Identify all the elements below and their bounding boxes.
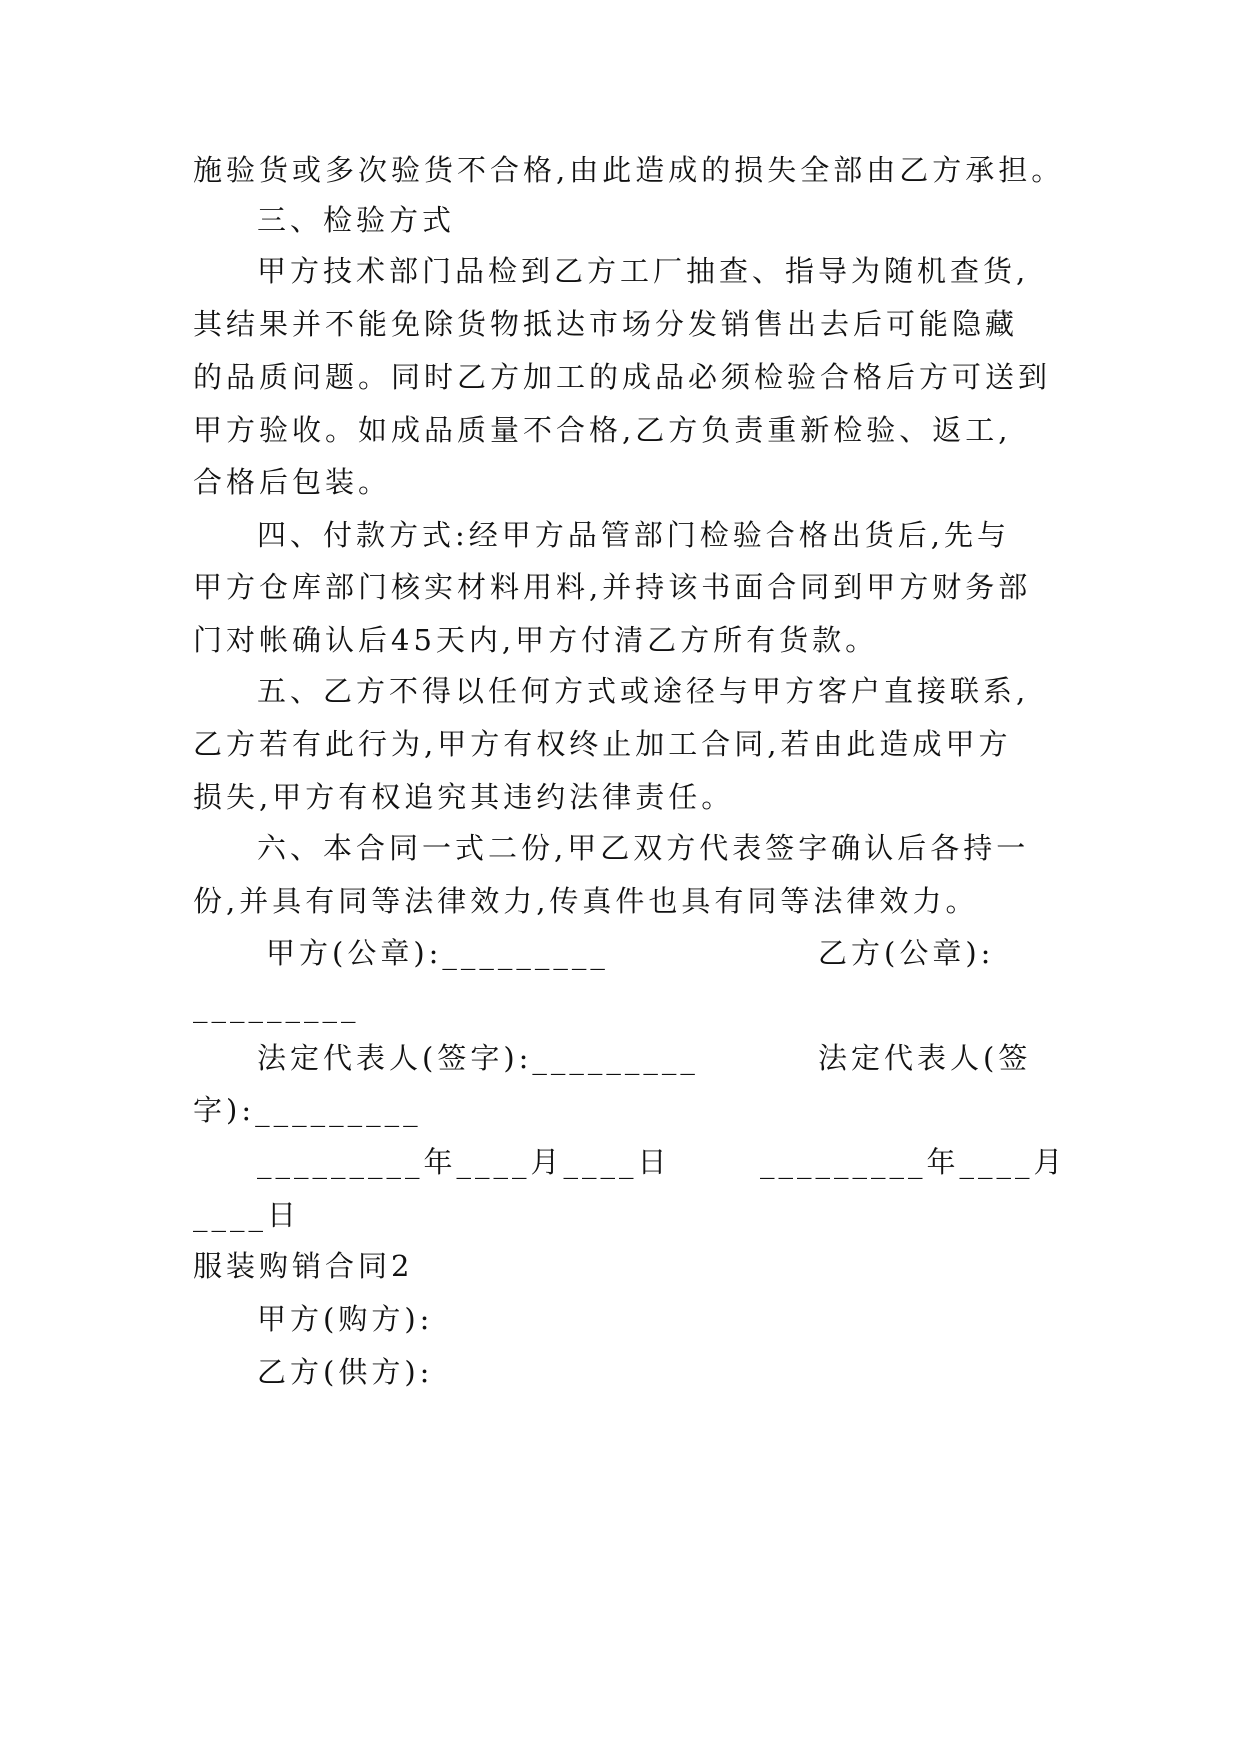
paragraph-line: 份,并具有同等法律效力,传真件也具有同等法律效力。 [193, 884, 979, 918]
party-b-representative-cont: 字):_________ [193, 1093, 422, 1127]
paragraph-line: 甲方仓库部门核实材料用料,并持该书面合同到甲方财务部 [193, 570, 1032, 604]
paragraph-line: 甲方验收。如成品质量不合格,乙方负责重新检验、返工, [193, 413, 1012, 447]
section-heading-contact: 五、乙方不得以任何方式或途径与甲方客户直接联系, [257, 674, 1030, 708]
paragraph-line: 门对帐确认后45天内,甲方付清乙方所有货款。 [193, 623, 879, 657]
contract-2-title: 服装购销合同2 [193, 1249, 414, 1283]
paragraph-line: 其结果并不能免除货物抵达市场分发销售出去后可能隐藏 [193, 307, 1019, 341]
section-heading-payment: 四、付款方式:经甲方品管部门检验合格出货后,先与 [257, 518, 1010, 552]
paragraph-line: 的品质问题。同时乙方加工的成品必须检验合格后方可送到 [193, 360, 1052, 394]
party-b-date: _________年____月 [760, 1145, 1067, 1179]
party-b-seal: 乙方(公章): [818, 936, 995, 970]
paragraph-line: 损失,甲方有权追究其违约法律责任。 [193, 780, 735, 814]
section-heading-inspection: 三、检验方式 [257, 203, 456, 237]
seller-line: 乙方(供方): [257, 1355, 434, 1389]
party-a-representative: 法定代表人(签字):_________ [257, 1041, 699, 1075]
party-b-seal-blank: _________ [193, 989, 360, 1023]
section-heading-copies: 六、本合同一式二份,甲乙双方代表签字确认后各持一 [257, 831, 1030, 865]
party-a-date: _________年____月____日 [257, 1145, 671, 1179]
paragraph-line: 乙方若有此行为,甲方有权终止加工合同,若由此造成甲方 [193, 727, 1012, 761]
party-b-date-cont: ____日 [193, 1198, 301, 1232]
party-b-representative: 法定代表人(签 [818, 1041, 1032, 1075]
paragraph-line: 施验货或多次验货不合格,由此造成的损失全部由乙方承担。 [193, 153, 1065, 187]
party-a-seal: 甲方(公章):_________ [266, 936, 609, 970]
paragraph-line: 甲方技术部门品检到乙方工厂抽查、指导为随机查货, [257, 254, 1030, 288]
paragraph-line: 合格后包装。 [193, 465, 392, 499]
buyer-line: 甲方(购方): [257, 1302, 434, 1336]
